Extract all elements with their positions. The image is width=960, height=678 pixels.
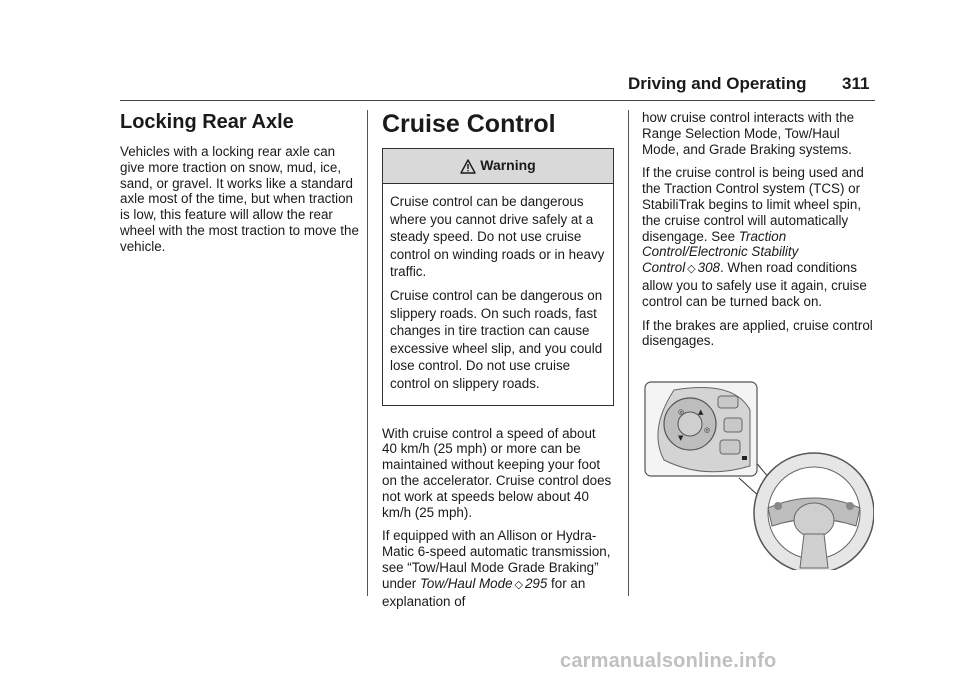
page-reference[interactable]: 308 [697, 260, 720, 276]
cruise-control-heading: Cruise Control [382, 110, 556, 138]
steering-wheel [754, 453, 874, 570]
warning-paragraph: Cruise control can be dangerous on slippery roads. On such roads, fast changes in tire traction can cause excessive wheel slip, and you could lose control. Do not use cruise control on slippery roads. [390, 287, 603, 391]
paragraph-text: for an explanation of [382, 575, 586, 609]
column-1 [120, 110, 360, 263]
traction-control-link[interactable]: Traction Control/Electronic Stability Control [642, 228, 799, 276]
header-rule [120, 100, 875, 101]
page-number: 311 [842, 74, 870, 93]
paragraph-text: If the cruise control is being used and the Traction Control system (TCS) or StabiliTrak begins to limit wheel spin, the cruise control will automatically disengage. See [642, 165, 864, 244]
tow-haul-link[interactable]: Tow/Haul Mode [419, 575, 513, 591]
warning-box [382, 148, 614, 406]
svg-text:▼: ▼ [678, 434, 684, 442]
cruise-paragraph-allison [382, 528, 614, 609]
steering-wheel-illustration [644, 380, 874, 570]
page-reference-icon: ◇ [514, 578, 523, 591]
warning-title: Warning [480, 157, 536, 174]
column-3 [642, 110, 874, 357]
warning-body [383, 184, 613, 405]
column-2 [382, 110, 614, 617]
page-reference-icon: ◇ [687, 263, 696, 276]
cruise-controls-inset [645, 382, 757, 476]
column-divider [367, 110, 368, 596]
svg-text:▲: ▲ [698, 408, 704, 416]
warning-icon [460, 159, 476, 174]
cruise-paragraph: With cruise control a speed of about 40 km/h (25 mph) or more can be maintained without keeping your foot on the accelerator. Cruise control does not work at speeds below about 40 km/h (25 mph). [382, 425, 612, 520]
paragraph-text: . When road conditions allow you to safely use it again, cruise control can be turned back on. [642, 260, 867, 309]
locking-axle-paragraph: Vehicles with a locking rear axle can give more traction on snow, mud, ice, sand, or gravel. It works like a standard axle most of the time, but when traction is low, this feature will allow the rear wheel with the most traction to move the vehicle. [120, 144, 359, 254]
svg-text:◎: ◎ [704, 426, 711, 434]
cruise-paragraph-traction [642, 165, 874, 309]
cruise-paragraph: If the brakes are applied, cruise control disengages. [642, 317, 873, 349]
locking-axle-heading: Locking Rear Axle [120, 111, 294, 133]
warning-header [383, 149, 613, 184]
paragraph-text: If equipped with an Allison or Hydra-Matic 6-speed automatic transmission, see “Tow/Haul Mode Grade Braking” under [382, 528, 611, 591]
cruise-paragraph: how cruise control interacts with the Range Selection Mode, Tow/Haul Mode, and Grade Braking systems. [642, 110, 855, 157]
section-title: Driving and Operating [628, 74, 807, 93]
page-reference[interactable]: 295 [524, 575, 548, 591]
svg-text:◎: ◎ [678, 408, 685, 416]
watermark: carmanualsonline.info [560, 650, 777, 672]
column-divider [628, 110, 629, 596]
warning-paragraph: Cruise control can be dangerous where you cannot drive safely at a steady speed. Do not use cruise control on winding roads or in heavy traffic. [390, 194, 605, 280]
